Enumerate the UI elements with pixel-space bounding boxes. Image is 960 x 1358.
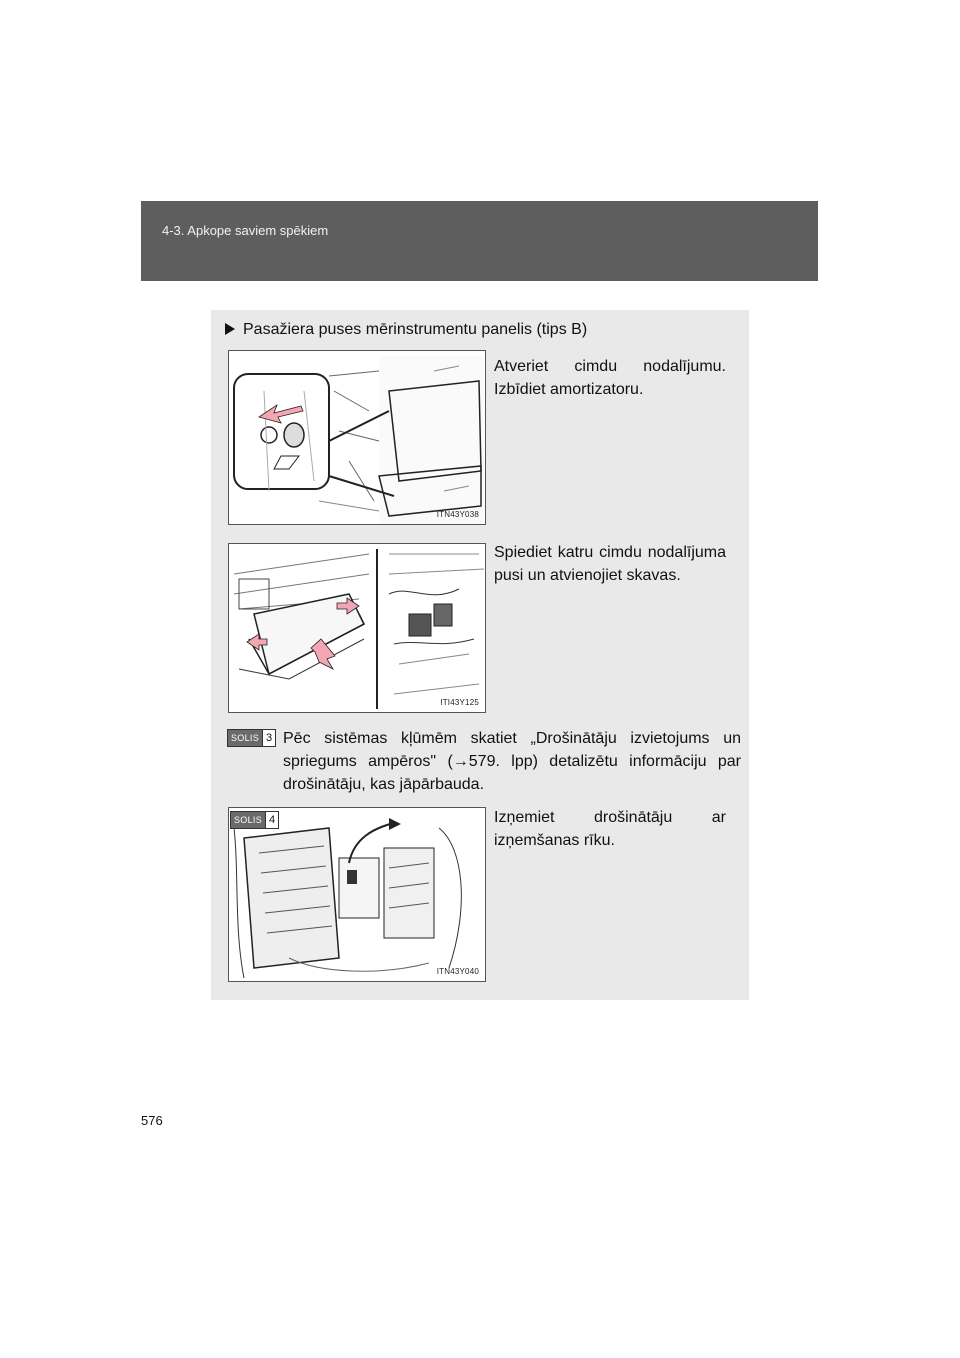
figure-glovebox-release bbox=[228, 543, 486, 713]
step-3-badge bbox=[227, 729, 276, 747]
section-header bbox=[141, 201, 818, 281]
section-title-text: 4-3. Apkope saviem spēkiem bbox=[162, 223, 329, 238]
glovebox-damper-illustration bbox=[229, 351, 485, 524]
figure-3-caption: Izņemiet drošinātāju ar izņemšanas rīku. bbox=[494, 809, 726, 849]
figure-code: ITN43Y040 bbox=[436, 967, 479, 976]
glovebox-release-illustration bbox=[229, 544, 485, 712]
subsection-heading-text: Pasažiera puses mērinstrumentu panelis (tips B) bbox=[243, 321, 588, 338]
figure-code: ITI43Y125 bbox=[440, 698, 479, 707]
figure-1-caption: Atveriet cimdu nodalījumu. Izbīdiet amortizatoru. bbox=[494, 358, 726, 398]
page-number: 576 bbox=[141, 1113, 163, 1128]
step-label: SOLIS bbox=[228, 730, 262, 746]
triangle-bullet-icon bbox=[225, 323, 235, 335]
figure-code: ITN43Y038 bbox=[436, 510, 479, 519]
fuse-removal-illustration bbox=[229, 808, 485, 981]
step-label: SOLIS bbox=[231, 812, 265, 828]
figure-glovebox-damper bbox=[228, 350, 486, 525]
step-3-text: Pēc sistēmas kļūmēm skatiet „Drošinātāju izvietojums un spriegums ampēros" (→579. lpp) detalizētu informāciju par drošinātāju, kas jāpārbauda. bbox=[283, 730, 741, 793]
figure-2-caption: Spiediet katru cimdu nodalījuma pusi un atvienojiet skavas. bbox=[494, 544, 726, 584]
step-number: 3 bbox=[262, 730, 275, 746]
subsection-heading bbox=[225, 321, 587, 339]
figure-fuse-removal bbox=[228, 807, 486, 982]
content-panel bbox=[211, 310, 749, 1000]
step-number: 4 bbox=[265, 812, 278, 828]
step-4-badge bbox=[230, 811, 279, 829]
